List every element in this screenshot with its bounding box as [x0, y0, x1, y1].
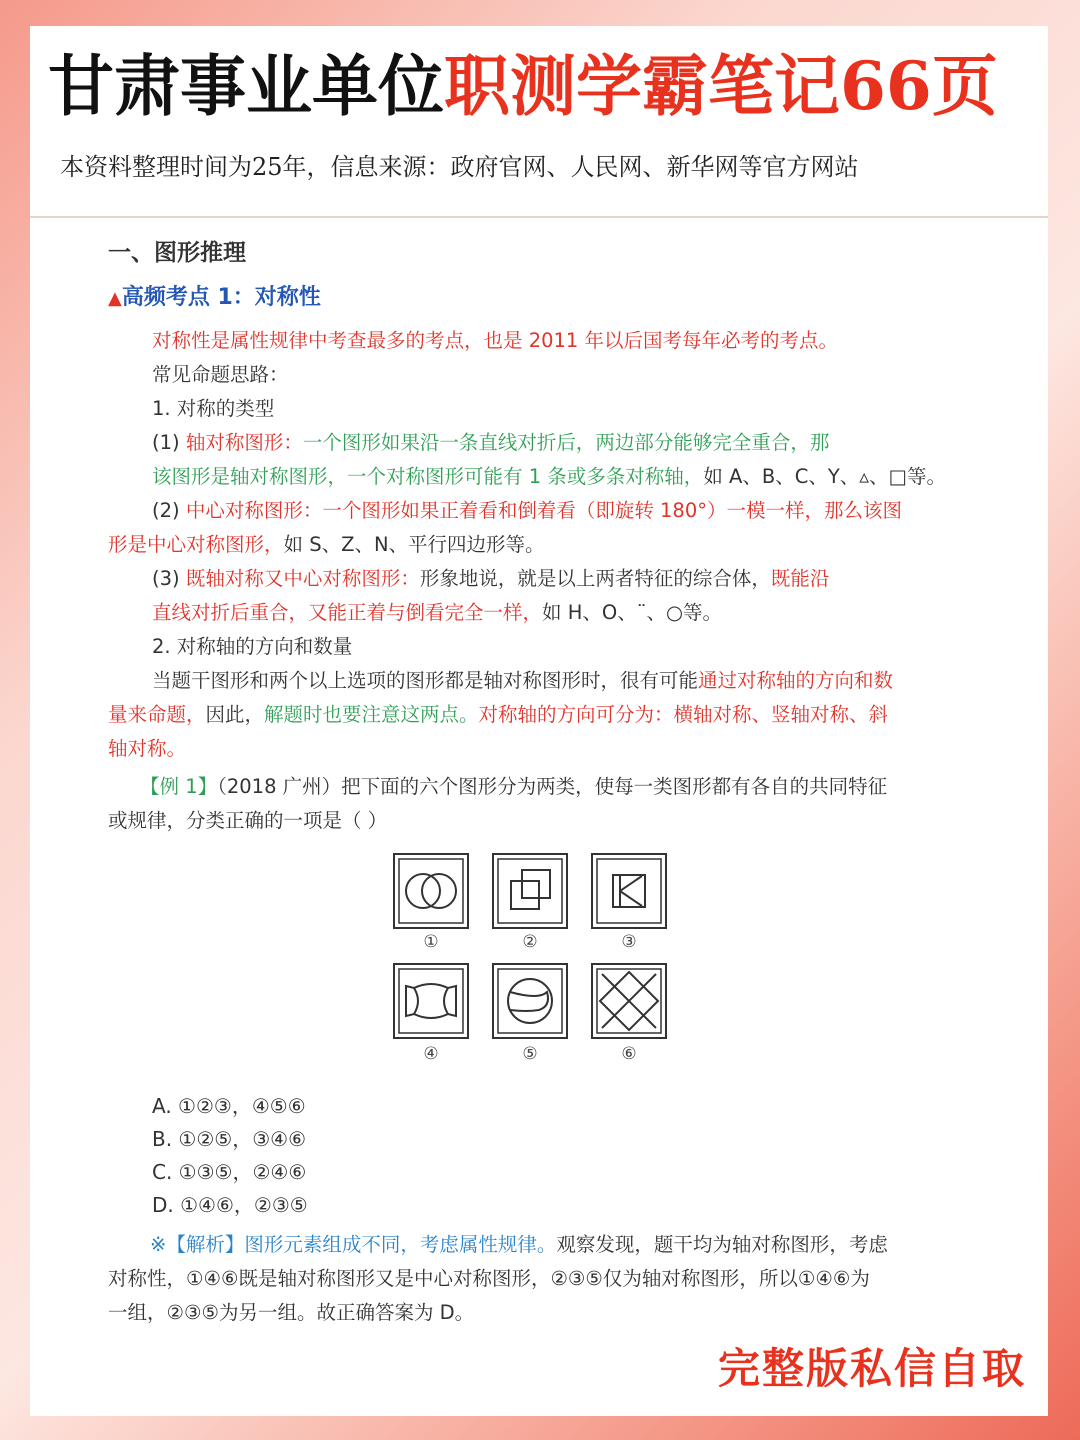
analysis-line-b: 对称性，①④⑥既是轴对称图形又是中心对称图形，②③⑤仅为轴对称图形，所以①④⑥为 [108, 1267, 870, 1290]
figure-label: ⑤ [522, 1044, 538, 1064]
axis-text-b: 因此， [205, 703, 265, 726]
option-d: D. ①④⑥，②③⑤ [152, 1193, 308, 1217]
figure-label: ④ [423, 1044, 439, 1064]
analysis-line-c: 一组，②③⑤为另一组。故正确答案为 D。 [108, 1301, 475, 1324]
figure-label: ③ [621, 932, 637, 952]
diamond-cross-icon [590, 962, 668, 1040]
figure-grid [390, 850, 680, 1072]
type3-line-a [152, 562, 829, 596]
option-c: C. ①③⑤，②④⑥ [152, 1160, 307, 1184]
type1-line-a [152, 426, 829, 460]
type3-line-b [152, 596, 722, 630]
example-line-b: 或规律，分类正确的一项是（ ） [108, 809, 388, 832]
type3-term: 既轴对称又中心对称图形： [185, 567, 420, 590]
axis-direction-types: 对称轴的方向可分为：横轴对称、竖轴对称、斜 [478, 703, 889, 726]
type3-examples: 如 H、O、¨、○等。 [542, 601, 722, 624]
intro-line: 对称性是属性规律中考查最多的考点，也是 2011 年以后国考每年必考的考点。 [152, 329, 839, 352]
key-point-title [108, 280, 321, 311]
type2-examples: 如 S、Z、N、平行四边形等。 [283, 533, 545, 556]
axis-line-c: 轴对称。 [108, 737, 187, 760]
two-overlapping-circles-icon [392, 852, 470, 930]
analysis-text-a: 观察发现，题干均为轴对称图形，考虑 [556, 1233, 888, 1256]
title-black-part: 甘肃事业单位 [48, 47, 444, 125]
axis-line-b [108, 698, 888, 732]
axis-tip: 解题时也要注意这两点。 [264, 703, 479, 726]
type2-prefix: (2) [152, 499, 186, 522]
type2-line-a [152, 494, 902, 528]
type2-line-b [108, 528, 545, 562]
option-b: B. ①②⑤，③④⑥ [152, 1127, 307, 1151]
title-red-part: 职测学霸笔记66页 [444, 47, 998, 125]
footer-call-to-action: 完整版私信自取 [717, 1344, 1026, 1393]
type3-definition-a: 既能沿 [770, 567, 830, 590]
analysis-label: ※【解析】 [150, 1233, 245, 1256]
analysis-key-point: 图形元素组成不同，考虑属性规律。 [244, 1233, 557, 1256]
axis-text-a: 当题干图形和两个以上选项的图形都是轴对称图形时，很有可能 [152, 669, 699, 692]
type3-description: 形象地说，就是以上两者特征的综合体， [419, 567, 771, 590]
square-with-arrow-icon [590, 852, 668, 930]
type1-term: 轴对称图形： [185, 431, 303, 454]
type3-definition-b: 直线对折后重合，又能正着与倒看完全一样， [152, 601, 543, 624]
axis-highlight-a: 通过对称轴的方向和数 [698, 669, 894, 692]
example-question-a: （2018 广州）把下面的六个图形分为两类，使每一类图形都有各自的共同特征 [217, 775, 888, 798]
example-label: 【例 1】 [140, 775, 218, 798]
axis-line-a [152, 664, 893, 698]
heading-symmetry-types: 1. 对称的类型 [152, 397, 275, 420]
type2-definition-b: 形是中心对称图形， [108, 533, 284, 556]
subtitle: 本资料整理时间为25年，信息来源：政府官网、人民网、新华网等官方网站 [60, 153, 859, 181]
common-ideas-line: 常见命题思路： [152, 363, 289, 386]
type2-definition-a: 中心对称图形：一个图形如果正着看和倒着看（即旋转 180°）一模一样，那么该图 [185, 499, 902, 522]
type1-examples: 如 A、B、C、Y、▵、□等。 [703, 465, 946, 488]
type1-definition-a: 一个图形如果沿一条直线对折后，两边部分能够完全重合，那 [302, 431, 830, 454]
type1-prefix: (1) [152, 431, 186, 454]
figure-label: ② [522, 932, 538, 952]
document-content [30, 26, 1048, 1416]
type1-line-b [152, 460, 946, 494]
example-line-a [140, 770, 887, 804]
figure-label: ⑥ [621, 1044, 637, 1064]
concave-bowtie-icon [392, 962, 470, 1040]
figure-label: ① [423, 932, 439, 952]
two-overlapping-squares-icon [491, 852, 569, 930]
axis-highlight-b: 量来命题， [108, 703, 206, 726]
type3-prefix: (3) [152, 567, 186, 590]
type1-definition-b: 该图形是轴对称图形，一个对称图形可能有 1 条或多条对称轴， [152, 465, 704, 488]
section-title: 一、图形推理 [108, 240, 246, 266]
analysis-line-a [150, 1228, 888, 1262]
circle-with-loop-icon [491, 962, 569, 1040]
heading-axis-direction: 2. 对称轴的方向和数量 [152, 635, 353, 658]
document-sheet [30, 26, 1048, 1416]
key-point-label: 高频考点 1：对称性 [121, 285, 321, 310]
triangle-marker-icon: ▲ [108, 288, 122, 309]
option-a: A. ①②③，④⑤⑥ [152, 1094, 306, 1118]
